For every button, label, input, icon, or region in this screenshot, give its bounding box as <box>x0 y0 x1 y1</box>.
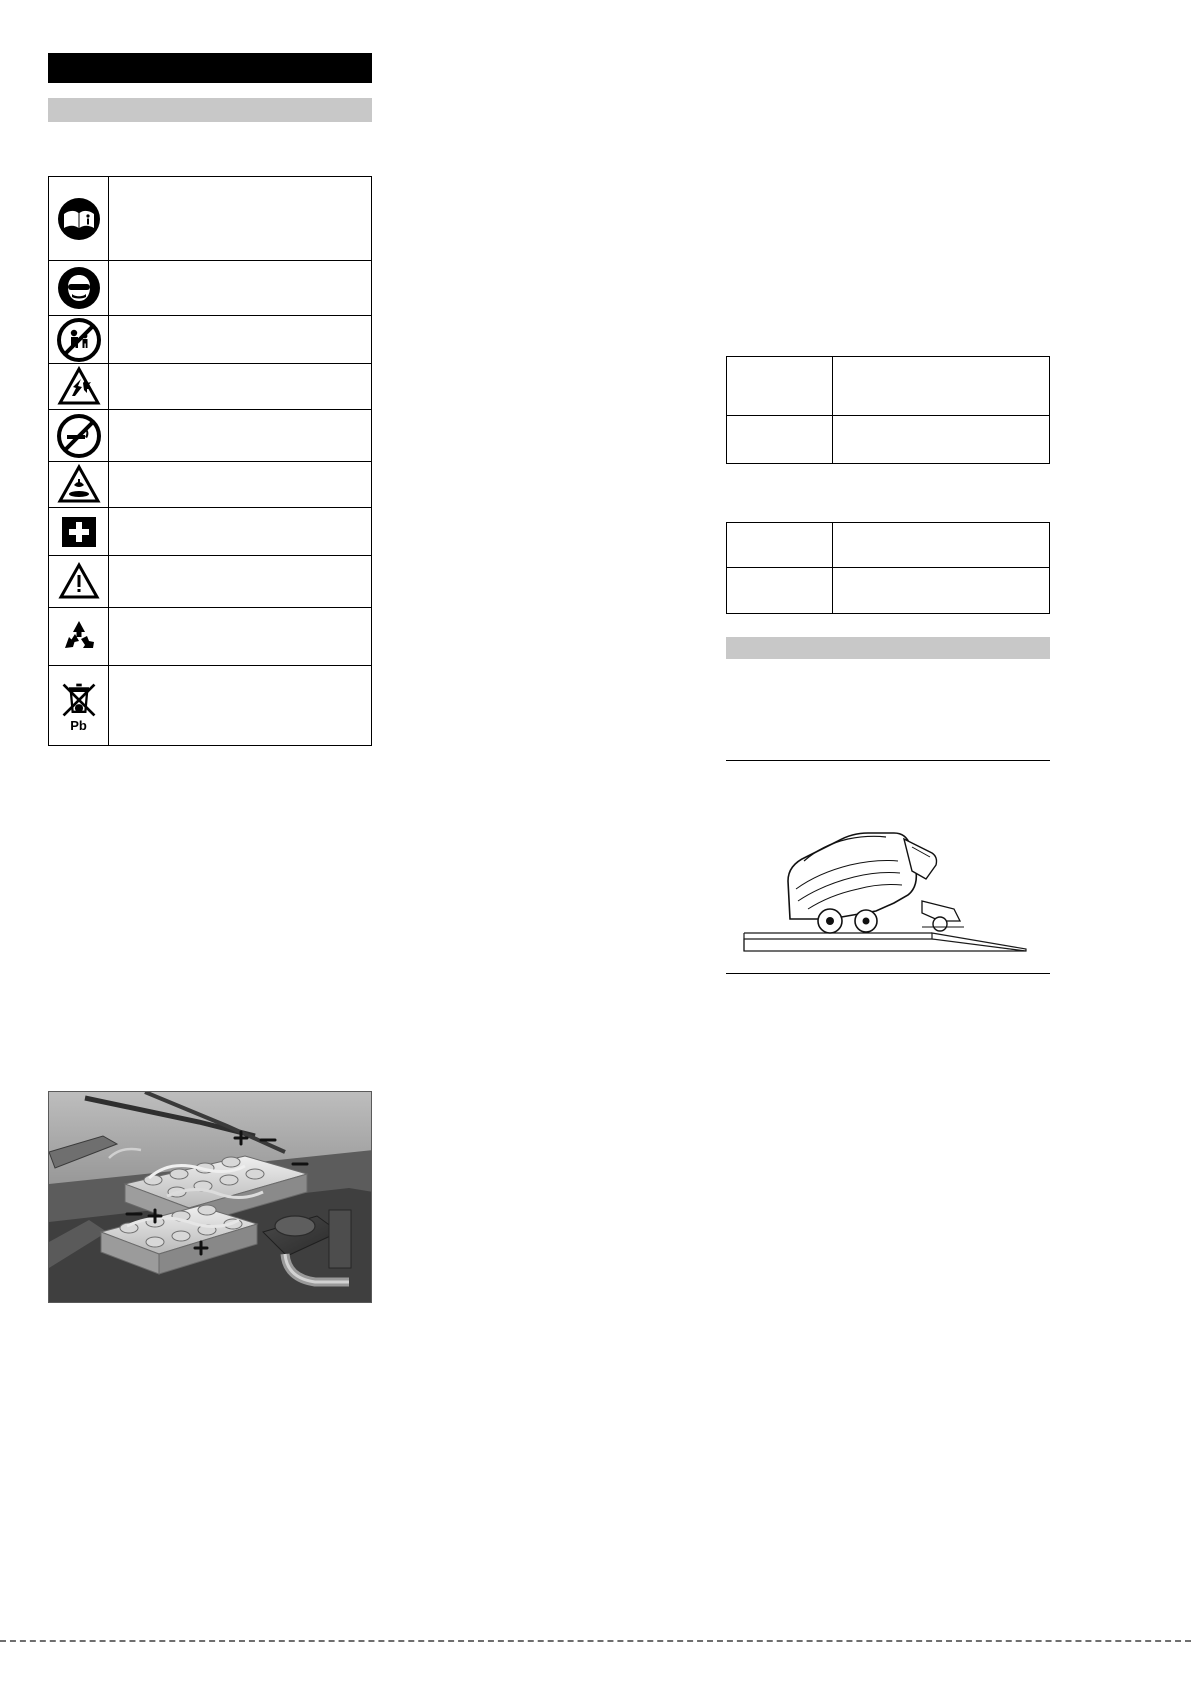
symbol-description <box>109 556 371 607</box>
no-household-waste-pb-icon <box>49 666 109 745</box>
symbol-description <box>109 462 371 507</box>
table-cell-value <box>833 523 1049 567</box>
table-row <box>49 666 371 746</box>
table-row <box>727 357 1049 415</box>
table-row <box>49 410 371 462</box>
symbol-description <box>109 508 371 555</box>
section-heading-band-right <box>726 637 1050 659</box>
symbol-description <box>109 410 371 461</box>
scrubber-drier-on-ramp-illustration <box>726 760 1050 974</box>
symbol-description <box>109 261 371 315</box>
specification-table-1 <box>726 356 1050 464</box>
table-row <box>49 462 371 508</box>
table-row <box>49 177 371 261</box>
table-cell-value <box>833 357 1049 415</box>
table-row <box>49 261 371 316</box>
table-row <box>727 415 1049 463</box>
read-manual-icon <box>49 177 109 260</box>
corrosive-acid-hazard-icon <box>49 462 109 507</box>
section-heading-band-left <box>48 98 372 122</box>
table-row <box>49 508 371 556</box>
explosion-hazard-icon <box>49 364 109 409</box>
general-warning-icon <box>49 556 109 607</box>
page-title-bar <box>48 53 372 83</box>
table-cell-value <box>833 568 1049 613</box>
table-cell-key <box>727 523 833 567</box>
specification-table-2 <box>726 522 1050 614</box>
table-cell-key <box>727 568 833 613</box>
table-row <box>49 316 371 364</box>
symbol-description <box>109 316 371 363</box>
table-cell-key <box>727 357 833 415</box>
table-row <box>49 556 371 608</box>
table-cell-value <box>833 416 1049 463</box>
symbol-description <box>109 177 371 260</box>
symbol-description <box>109 608 371 665</box>
table-row <box>727 523 1049 567</box>
symbol-description <box>109 666 371 745</box>
pb-label: Pb <box>70 718 87 733</box>
battery-compartment-photo <box>48 1091 372 1303</box>
recycling-icon <box>49 608 109 665</box>
table-row <box>49 608 371 666</box>
keep-children-away-icon <box>49 316 109 363</box>
symbol-description <box>109 364 371 409</box>
table-row <box>49 364 371 410</box>
table-cell-key <box>727 416 833 463</box>
wear-eye-face-protection-icon <box>49 261 109 315</box>
safety-symbol-table <box>48 176 372 746</box>
table-row <box>727 567 1049 613</box>
no-fire-no-smoking-icon <box>49 410 109 461</box>
page-footer-rule <box>0 1640 1191 1642</box>
first-aid-icon <box>49 508 109 555</box>
